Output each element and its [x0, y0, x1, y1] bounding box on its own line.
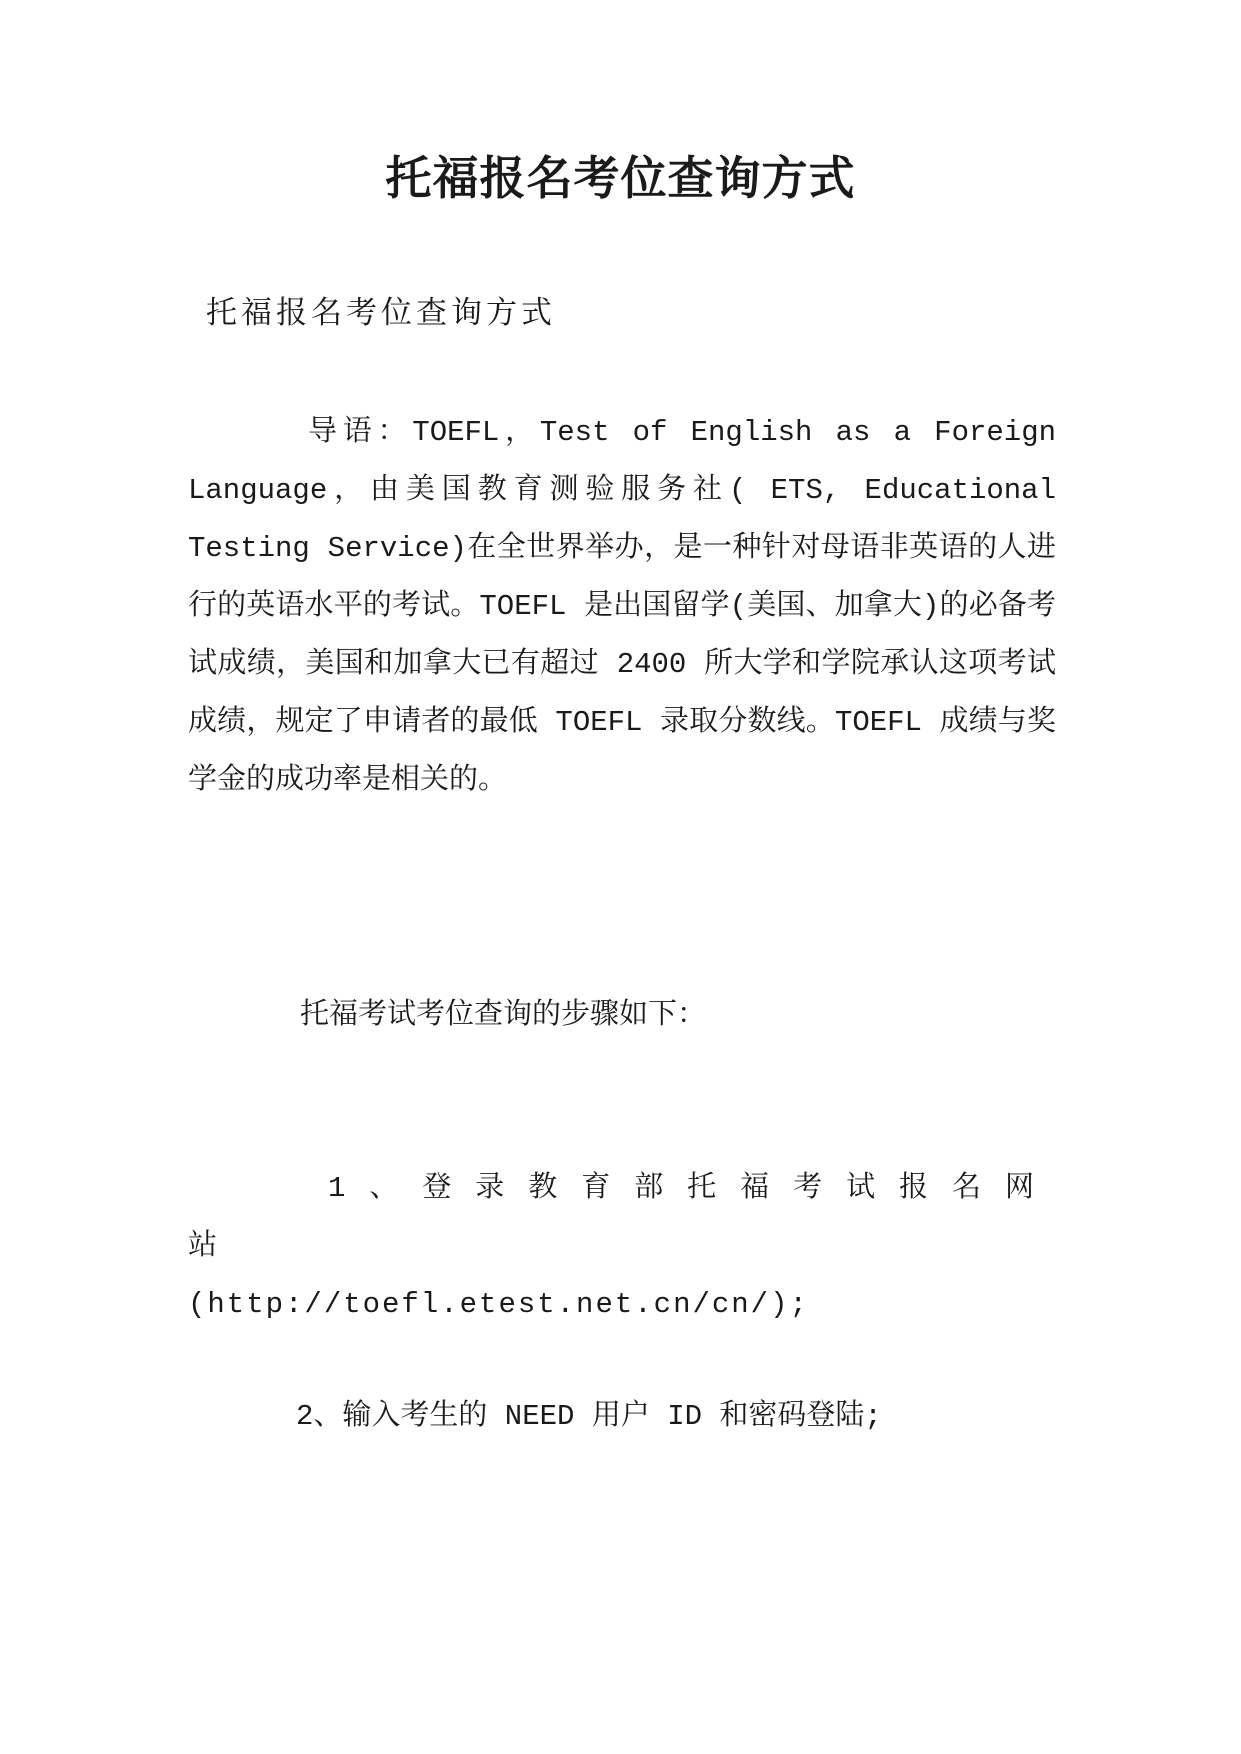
step-1-url: (http://toefl.etest.net.cn/cn/); [188, 1288, 809, 1321]
intro-paragraph: 导语：TOEFL，Test of English as a Foreign Language，由美国教育测验服务社( ETS, Educational Testing Service)在全世界举办，是一种针对母语非英语的人进行的英语水平的考试。TOEFL 是出国留学(美国、加拿大)的必备考试成绩，美国和加拿大已有超过 2400 所大学和学院承认这项考试成绩，规定了申请者的最低 TOEFL 录取分数线。TOEFL 成绩与奖学金的成功率是相关的。 [188, 416, 1056, 797]
step-1-text: 1、登录教育部托福考试报名网站 [188, 1172, 1056, 1263]
step-2: 2、输入考生的 NEED 用户 ID 和密码登陆; [296, 1400, 882, 1433]
document-title: 托福报名考位查询方式 [385, 151, 856, 205]
steps-heading: 托福考试考位查询的步骤如下： [300, 999, 707, 1032]
document-subtitle: 托福报名考位查询方式 [206, 295, 556, 331]
step-1 [188, 1160, 1056, 1334]
